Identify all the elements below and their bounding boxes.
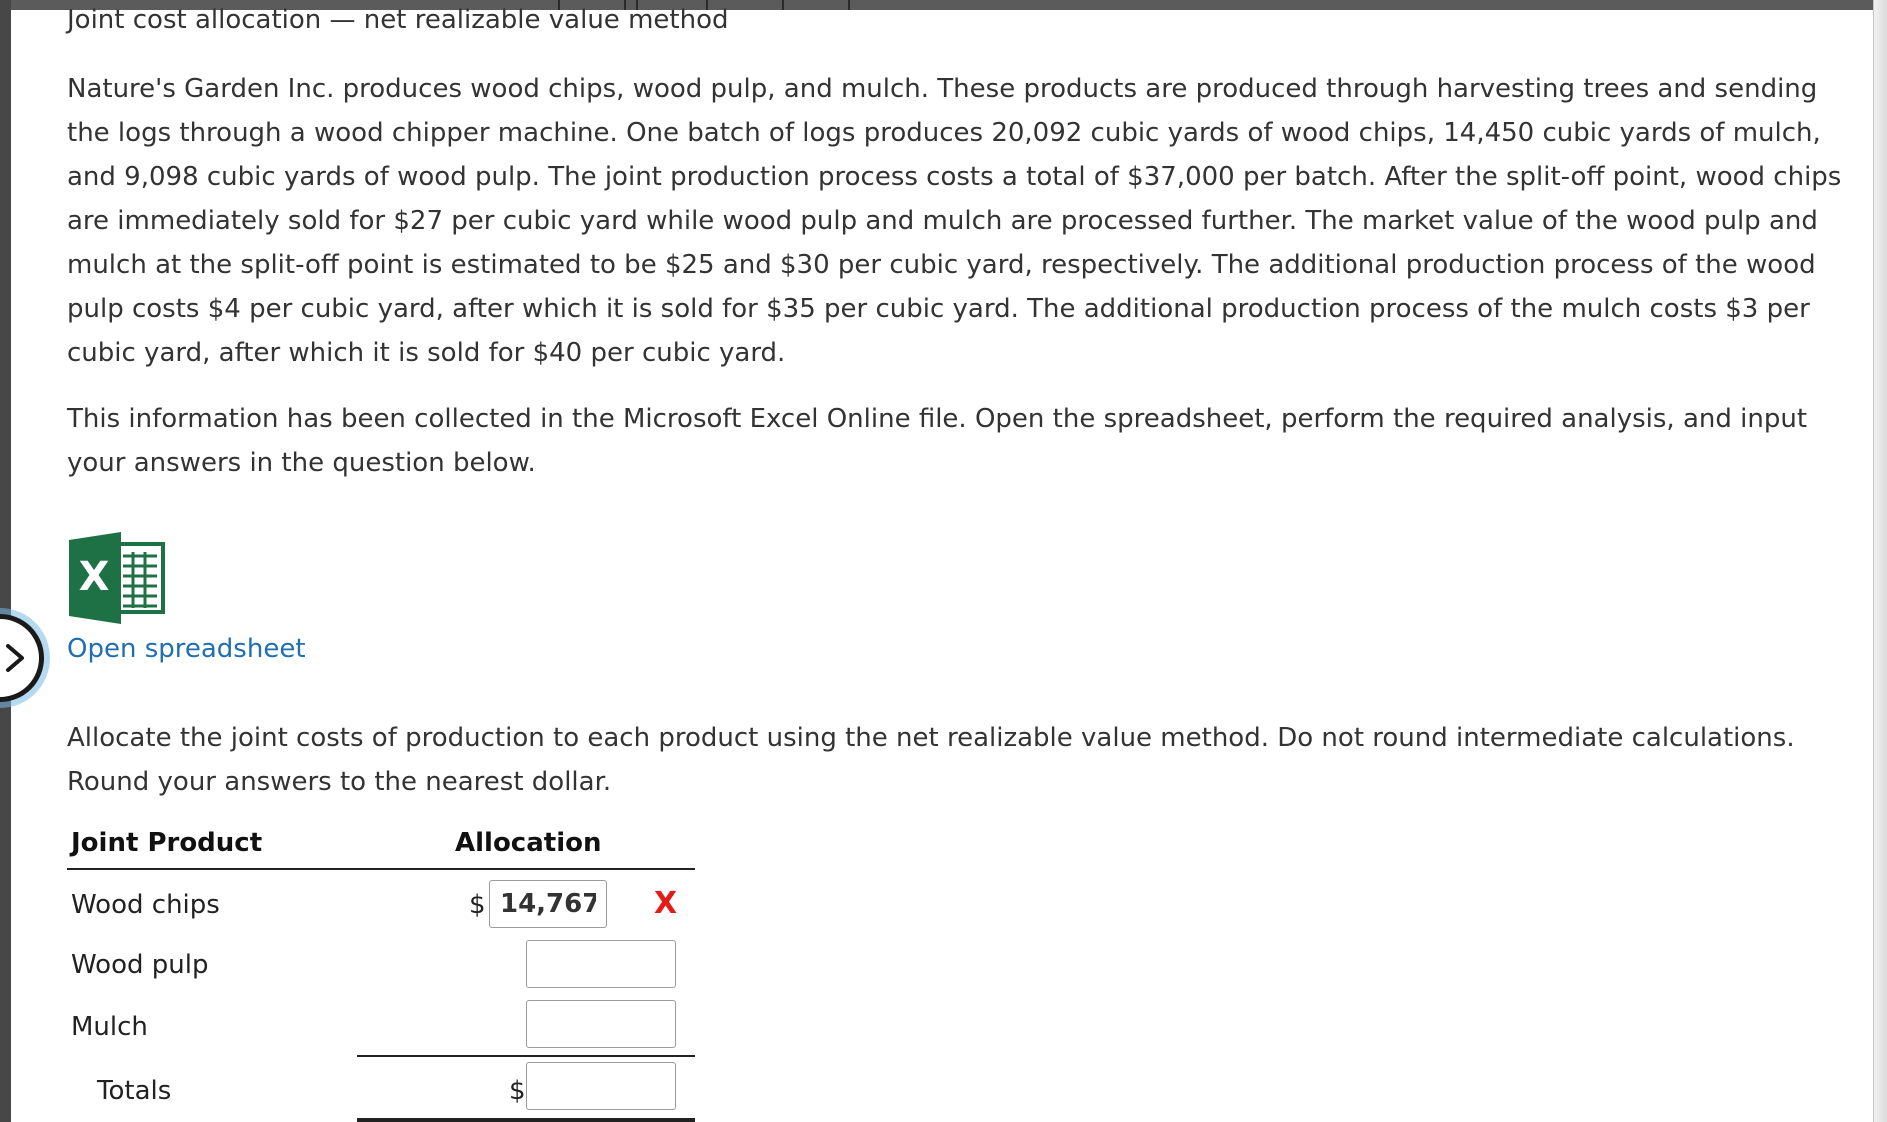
allocation-instructions: Allocate the joint costs of production to each product using the net realizable value method. Do not round intermediate calculations. Round your answers to the nearest dollar. [67,723,1795,797]
top-bar-tick [848,0,850,10]
totals-allocation-input[interactable] [526,1062,676,1110]
side-panel-toggle[interactable] [0,614,44,702]
header-divider [67,868,695,870]
open-spreadsheet-link[interactable]: Open spreadsheet [67,634,306,664]
scrollbar-track[interactable] [1874,0,1887,1122]
joint-product-header: Joint Product [71,828,263,858]
row-label-mulch: Mulch [71,1012,148,1042]
excel-icon-letter: X [78,554,110,600]
total-double-rule [357,1118,695,1122]
allocation-header: Allocation [455,828,602,858]
problem-description: Nature's Garden Inc. produces wood chips, wood pulp, and mulch. These products are produced through harvesting trees and sending the logs through a wood chipper machine. One batch of logs produces 20,092 cubic yards of wood chips, 14,450 cubic yards of mulch, and 9,098 cubic yards of wood pulp. The joint production process costs a total of $37,000 per batch. After the split-off point, wood chips are immediately sold for $27 per cubic yard while wood pulp and mulch are processed further. The market value of the wood pulp and mulch at the split-off point is estimated to be $25 and $30 per cubic yard, respectively. The additional production process of the wood pulp costs $4 per cubic yard, after which it is sold for $35 per cubic yard. The additional production process of the mulch costs $3 per cubic yard, after which it is sold for $40 per cubic yard. [67,74,1842,368]
row-label-totals: Totals [97,1076,172,1106]
row-label-wood-pulp: Wood pulp [71,950,209,980]
subtotal-divider [357,1055,695,1057]
instructions-intro: This information has been collected in the Microsoft Excel Online file. Open the spreadsheet, perform the required analysis, and input your answers in the question below. [67,404,1808,478]
chevron-right-icon [4,643,34,673]
page-title: Joint cost allocation — net realizable value method [67,5,729,35]
wood-chips-allocation-input[interactable] [489,880,607,928]
window-left-edge [0,0,11,1122]
wood-pulp-allocation-input[interactable] [526,940,676,988]
top-bar-tick [782,0,784,10]
currency-symbol: $ [469,890,486,920]
currency-symbol: $ [509,1076,526,1106]
allocation-table [67,820,695,1122]
incorrect-mark-icon: X [654,886,678,921]
row-label-wood-chips: Wood chips [71,890,220,920]
excel-icon[interactable] [67,532,167,624]
mulch-allocation-input[interactable] [526,1000,676,1048]
